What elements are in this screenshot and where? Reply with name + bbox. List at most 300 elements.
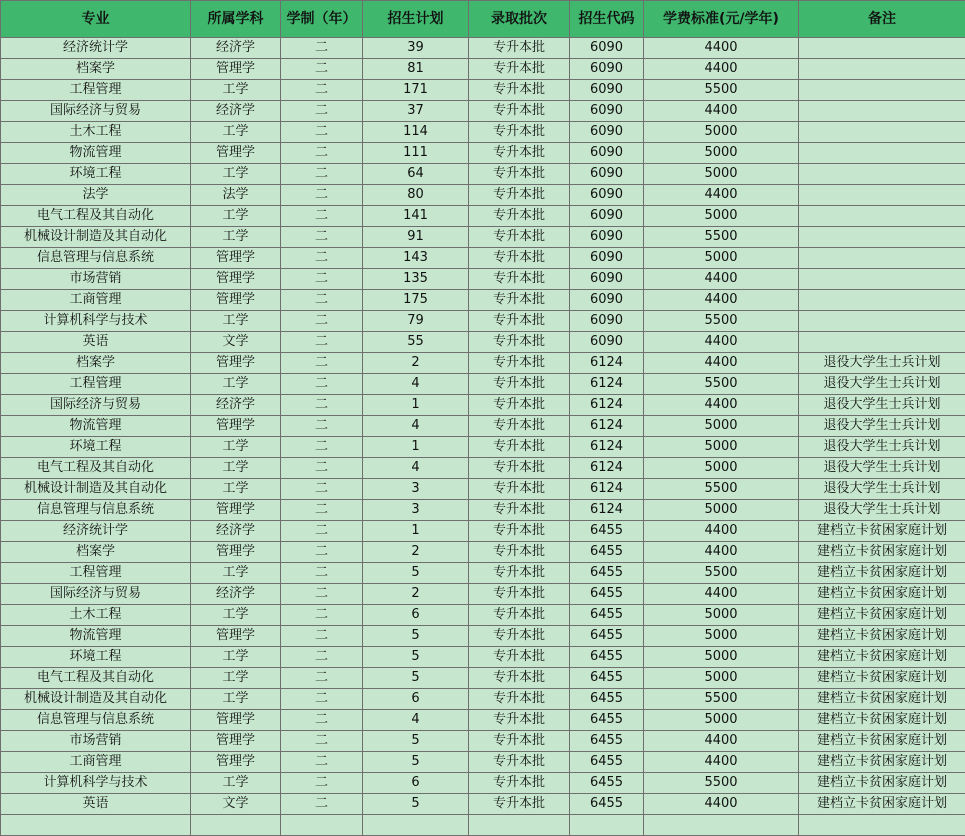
- cell-major: 土木工程: [1, 122, 191, 143]
- cell-remark: [799, 311, 965, 332]
- cell-quota: 5: [363, 668, 469, 689]
- cell-duration: 二: [281, 353, 363, 374]
- cell-major: 机械设计制造及其自动化: [1, 479, 191, 500]
- cell-major: 电气工程及其自动化: [1, 668, 191, 689]
- cell-quota: 6: [363, 605, 469, 626]
- cell-discipline: 工学: [191, 458, 281, 479]
- cell-discipline: 管理学: [191, 416, 281, 437]
- cell-remark: 建档立卡贫困家庭计划: [799, 794, 965, 815]
- cell-batch: 专升本批: [469, 80, 570, 101]
- cell-quota: 80: [363, 185, 469, 206]
- cell-duration: 二: [281, 731, 363, 752]
- cell-duration: 二: [281, 395, 363, 416]
- header-cell-code: 招生代码: [570, 1, 644, 38]
- cell-duration: 二: [281, 143, 363, 164]
- cell-batch: 专升本批: [469, 353, 570, 374]
- cell-remark: 建档立卡贫困家庭计划: [799, 731, 965, 752]
- cell-batch: 专升本批: [469, 269, 570, 290]
- cell-batch: 专升本批: [469, 479, 570, 500]
- cell-tuition: 4400: [644, 542, 799, 563]
- cell-quota: 5: [363, 752, 469, 773]
- cell-major: 土木工程: [1, 605, 191, 626]
- cell-code: 6455: [570, 752, 644, 773]
- cell-discipline: 工学: [191, 437, 281, 458]
- cell-discipline: 管理学: [191, 269, 281, 290]
- cell-duration: 二: [281, 38, 363, 59]
- cell-batch: 专升本批: [469, 437, 570, 458]
- cell-remark: [799, 332, 965, 353]
- cell-duration: 二: [281, 374, 363, 395]
- cell-remark: 建档立卡贫困家庭计划: [799, 542, 965, 563]
- cell-quota: 171: [363, 80, 469, 101]
- cell-tuition: 5500: [644, 563, 799, 584]
- empty-cell: [799, 815, 965, 836]
- cell-tuition: 5000: [644, 437, 799, 458]
- cell-batch: 专升本批: [469, 395, 570, 416]
- cell-tuition: 5000: [644, 500, 799, 521]
- cell-quota: 4: [363, 458, 469, 479]
- cell-tuition: 4400: [644, 584, 799, 605]
- cell-duration: 二: [281, 563, 363, 584]
- cell-discipline: 工学: [191, 563, 281, 584]
- cell-quota: 5: [363, 563, 469, 584]
- cell-code: 6090: [570, 38, 644, 59]
- cell-tuition: 5000: [644, 143, 799, 164]
- empty-cell: [1, 815, 191, 836]
- cell-discipline: 管理学: [191, 500, 281, 521]
- cell-major: 信息管理与信息系统: [1, 710, 191, 731]
- cell-quota: 2: [363, 584, 469, 605]
- cell-remark: 退役大学生士兵计划: [799, 374, 965, 395]
- cell-discipline: 工学: [191, 479, 281, 500]
- table-row: [1, 227, 965, 248]
- table-row: [1, 248, 965, 269]
- cell-remark: 建档立卡贫困家庭计划: [799, 521, 965, 542]
- cell-duration: 二: [281, 689, 363, 710]
- cell-major: 环境工程: [1, 164, 191, 185]
- cell-code: 6124: [570, 458, 644, 479]
- cell-code: 6090: [570, 206, 644, 227]
- cell-code: 6090: [570, 101, 644, 122]
- cell-quota: 2: [363, 353, 469, 374]
- table-row: [1, 668, 965, 689]
- cell-tuition: 5000: [644, 248, 799, 269]
- cell-quota: 4: [363, 710, 469, 731]
- table-row: [1, 647, 965, 668]
- table-row: [1, 605, 965, 626]
- cell-tuition: 4400: [644, 752, 799, 773]
- cell-code: 6090: [570, 164, 644, 185]
- cell-duration: 二: [281, 416, 363, 437]
- cell-major: 计算机科学与技术: [1, 773, 191, 794]
- cell-remark: 建档立卡贫困家庭计划: [799, 626, 965, 647]
- cell-quota: 3: [363, 479, 469, 500]
- cell-quota: 111: [363, 143, 469, 164]
- cell-duration: 二: [281, 542, 363, 563]
- cell-tuition: 4400: [644, 185, 799, 206]
- cell-duration: 二: [281, 206, 363, 227]
- cell-batch: 专升本批: [469, 647, 570, 668]
- cell-major: 国际经济与贸易: [1, 395, 191, 416]
- cell-major: 经济统计学: [1, 521, 191, 542]
- cell-remark: 退役大学生士兵计划: [799, 437, 965, 458]
- cell-duration: 二: [281, 80, 363, 101]
- cell-code: 6455: [570, 563, 644, 584]
- cell-code: 6455: [570, 668, 644, 689]
- cell-tuition: 5000: [644, 416, 799, 437]
- table-row: [1, 374, 965, 395]
- cell-tuition: 5000: [644, 605, 799, 626]
- cell-discipline: 经济学: [191, 101, 281, 122]
- empty-cell: [363, 815, 469, 836]
- cell-remark: [799, 122, 965, 143]
- table-row: [1, 689, 965, 710]
- cell-tuition: 4400: [644, 101, 799, 122]
- cell-quota: 1: [363, 521, 469, 542]
- table-row: [1, 437, 965, 458]
- cell-discipline: 经济学: [191, 38, 281, 59]
- cell-quota: 79: [363, 311, 469, 332]
- cell-remark: 建档立卡贫困家庭计划: [799, 605, 965, 626]
- cell-tuition: 5000: [644, 626, 799, 647]
- cell-quota: 91: [363, 227, 469, 248]
- cell-duration: 二: [281, 185, 363, 206]
- cell-major: 信息管理与信息系统: [1, 500, 191, 521]
- cell-remark: 建档立卡贫困家庭计划: [799, 752, 965, 773]
- table-row: [1, 542, 965, 563]
- cell-discipline: 文学: [191, 794, 281, 815]
- cell-tuition: 5000: [644, 668, 799, 689]
- cell-quota: 37: [363, 101, 469, 122]
- cell-duration: 二: [281, 710, 363, 731]
- cell-discipline: 工学: [191, 311, 281, 332]
- cell-major: 英语: [1, 332, 191, 353]
- cell-discipline: 管理学: [191, 752, 281, 773]
- table-row: [1, 353, 965, 374]
- cell-duration: 二: [281, 773, 363, 794]
- cell-remark: [799, 59, 965, 80]
- cell-code: 6090: [570, 311, 644, 332]
- cell-code: 6090: [570, 185, 644, 206]
- table-row: [1, 563, 965, 584]
- cell-tuition: 4400: [644, 794, 799, 815]
- cell-code: 6090: [570, 227, 644, 248]
- cell-code: 6455: [570, 731, 644, 752]
- cell-quota: 6: [363, 689, 469, 710]
- cell-code: 6455: [570, 647, 644, 668]
- cell-quota: 135: [363, 269, 469, 290]
- cell-tuition: 4400: [644, 269, 799, 290]
- cell-remark: [799, 164, 965, 185]
- header-cell-discipline: 所属学科: [191, 1, 281, 38]
- cell-remark: 建档立卡贫困家庭计划: [799, 584, 965, 605]
- cell-code: 6124: [570, 500, 644, 521]
- cell-code: 6455: [570, 605, 644, 626]
- cell-batch: 专升本批: [469, 38, 570, 59]
- cell-batch: 专升本批: [469, 584, 570, 605]
- cell-remark: [799, 206, 965, 227]
- cell-batch: 专升本批: [469, 227, 570, 248]
- cell-discipline: 管理学: [191, 710, 281, 731]
- cell-discipline: 法学: [191, 185, 281, 206]
- cell-quota: 5: [363, 647, 469, 668]
- cell-quota: 81: [363, 59, 469, 80]
- cell-major: 工商管理: [1, 752, 191, 773]
- cell-major: 物流管理: [1, 143, 191, 164]
- cell-batch: 专升本批: [469, 311, 570, 332]
- header-cell-major: 专业: [1, 1, 191, 38]
- cell-major: 电气工程及其自动化: [1, 458, 191, 479]
- cell-batch: 专升本批: [469, 605, 570, 626]
- table-row: [1, 143, 965, 164]
- empty-row: [1, 815, 965, 836]
- table-row: [1, 626, 965, 647]
- cell-discipline: 管理学: [191, 290, 281, 311]
- cell-remark: 建档立卡贫困家庭计划: [799, 773, 965, 794]
- cell-major: 环境工程: [1, 437, 191, 458]
- cell-duration: 二: [281, 752, 363, 773]
- cell-discipline: 工学: [191, 605, 281, 626]
- cell-duration: 二: [281, 290, 363, 311]
- cell-batch: 专升本批: [469, 332, 570, 353]
- cell-tuition: 4400: [644, 395, 799, 416]
- cell-discipline: 工学: [191, 689, 281, 710]
- cell-quota: 55: [363, 332, 469, 353]
- cell-major: 工程管理: [1, 80, 191, 101]
- cell-batch: 专升本批: [469, 206, 570, 227]
- empty-cell: [281, 815, 363, 836]
- cell-tuition: 5500: [644, 689, 799, 710]
- cell-discipline: 管理学: [191, 59, 281, 80]
- cell-code: 6090: [570, 122, 644, 143]
- cell-code: 6124: [570, 479, 644, 500]
- cell-quota: 3: [363, 500, 469, 521]
- cell-code: 6090: [570, 59, 644, 80]
- cell-tuition: 4400: [644, 521, 799, 542]
- cell-tuition: 4400: [644, 38, 799, 59]
- cell-duration: 二: [281, 458, 363, 479]
- cell-discipline: 工学: [191, 374, 281, 395]
- cell-discipline: 管理学: [191, 353, 281, 374]
- cell-major: 信息管理与信息系统: [1, 248, 191, 269]
- cell-duration: 二: [281, 794, 363, 815]
- cell-code: 6090: [570, 143, 644, 164]
- table-row: [1, 290, 965, 311]
- cell-code: 6090: [570, 80, 644, 101]
- table-row: [1, 500, 965, 521]
- cell-duration: 二: [281, 59, 363, 80]
- table-row: [1, 416, 965, 437]
- table-row: [1, 101, 965, 122]
- cell-remark: 退役大学生士兵计划: [799, 500, 965, 521]
- cell-major: 国际经济与贸易: [1, 101, 191, 122]
- cell-batch: 专升本批: [469, 689, 570, 710]
- cell-tuition: 5500: [644, 374, 799, 395]
- cell-batch: 专升本批: [469, 626, 570, 647]
- cell-batch: 专升本批: [469, 248, 570, 269]
- cell-discipline: 工学: [191, 206, 281, 227]
- cell-duration: 二: [281, 122, 363, 143]
- cell-code: 6455: [570, 521, 644, 542]
- header-row: [1, 1, 965, 38]
- cell-remark: [799, 290, 965, 311]
- cell-discipline: 工学: [191, 668, 281, 689]
- cell-batch: 专升本批: [469, 185, 570, 206]
- cell-discipline: 工学: [191, 164, 281, 185]
- table-row: [1, 521, 965, 542]
- table-row: [1, 332, 965, 353]
- cell-quota: 5: [363, 626, 469, 647]
- cell-duration: 二: [281, 332, 363, 353]
- cell-major: 计算机科学与技术: [1, 311, 191, 332]
- cell-quota: 1: [363, 437, 469, 458]
- table-row: [1, 773, 965, 794]
- cell-remark: [799, 227, 965, 248]
- cell-remark: 退役大学生士兵计划: [799, 479, 965, 500]
- cell-remark: 建档立卡贫困家庭计划: [799, 647, 965, 668]
- cell-remark: 建档立卡贫困家庭计划: [799, 710, 965, 731]
- cell-code: 6455: [570, 710, 644, 731]
- cell-batch: 专升本批: [469, 374, 570, 395]
- cell-batch: 专升本批: [469, 668, 570, 689]
- cell-major: 物流管理: [1, 626, 191, 647]
- cell-discipline: 管理学: [191, 731, 281, 752]
- cell-code: 6455: [570, 689, 644, 710]
- cell-duration: 二: [281, 500, 363, 521]
- cell-code: 6124: [570, 353, 644, 374]
- cell-code: 6124: [570, 416, 644, 437]
- cell-remark: [799, 143, 965, 164]
- cell-duration: 二: [281, 227, 363, 248]
- cell-major: 市场营销: [1, 731, 191, 752]
- cell-major: 英语: [1, 794, 191, 815]
- cell-tuition: 4400: [644, 290, 799, 311]
- cell-duration: 二: [281, 269, 363, 290]
- cell-tuition: 5500: [644, 311, 799, 332]
- cell-duration: 二: [281, 164, 363, 185]
- cell-discipline: 工学: [191, 122, 281, 143]
- cell-discipline: 管理学: [191, 143, 281, 164]
- cell-batch: 专升本批: [469, 731, 570, 752]
- cell-major: 档案学: [1, 542, 191, 563]
- cell-tuition: 5500: [644, 479, 799, 500]
- cell-tuition: 5000: [644, 647, 799, 668]
- cell-code: 6090: [570, 332, 644, 353]
- cell-major: 档案学: [1, 353, 191, 374]
- cell-remark: [799, 38, 965, 59]
- empty-cell: [570, 815, 644, 836]
- empty-cell: [644, 815, 799, 836]
- cell-quota: 64: [363, 164, 469, 185]
- cell-quota: 141: [363, 206, 469, 227]
- cell-batch: 专升本批: [469, 710, 570, 731]
- cell-tuition: 5000: [644, 458, 799, 479]
- cell-batch: 专升本批: [469, 773, 570, 794]
- cell-quota: 4: [363, 374, 469, 395]
- cell-code: 6455: [570, 794, 644, 815]
- cell-quota: 5: [363, 794, 469, 815]
- cell-batch: 专升本批: [469, 542, 570, 563]
- cell-quota: 114: [363, 122, 469, 143]
- cell-batch: 专升本批: [469, 143, 570, 164]
- cell-duration: 二: [281, 248, 363, 269]
- cell-batch: 专升本批: [469, 500, 570, 521]
- table-row: [1, 122, 965, 143]
- cell-batch: 专升本批: [469, 752, 570, 773]
- cell-remark: 建档立卡贫困家庭计划: [799, 563, 965, 584]
- table-row: [1, 731, 965, 752]
- cell-tuition: 5000: [644, 206, 799, 227]
- cell-remark: 建档立卡贫困家庭计划: [799, 689, 965, 710]
- cell-remark: [799, 101, 965, 122]
- cell-code: 6124: [570, 395, 644, 416]
- table-row: [1, 311, 965, 332]
- cell-major: 国际经济与贸易: [1, 584, 191, 605]
- empty-cell: [469, 815, 570, 836]
- cell-remark: [799, 269, 965, 290]
- header-cell-tuition: 学费标准(元/学年): [644, 1, 799, 38]
- cell-duration: 二: [281, 479, 363, 500]
- cell-duration: 二: [281, 521, 363, 542]
- cell-discipline: 管理学: [191, 248, 281, 269]
- cell-code: 6455: [570, 584, 644, 605]
- cell-batch: 专升本批: [469, 563, 570, 584]
- cell-code: 6090: [570, 248, 644, 269]
- table-row: [1, 794, 965, 815]
- cell-batch: 专升本批: [469, 164, 570, 185]
- cell-batch: 专升本批: [469, 794, 570, 815]
- cell-tuition: 5500: [644, 80, 799, 101]
- cell-duration: 二: [281, 605, 363, 626]
- cell-remark: [799, 80, 965, 101]
- cell-duration: 二: [281, 668, 363, 689]
- cell-duration: 二: [281, 647, 363, 668]
- header-cell-duration: 学制（年）: [281, 1, 363, 38]
- table-row: [1, 59, 965, 80]
- cell-discipline: 文学: [191, 332, 281, 353]
- cell-remark: 退役大学生士兵计划: [799, 395, 965, 416]
- table-row: [1, 185, 965, 206]
- cell-duration: 二: [281, 311, 363, 332]
- cell-major: 机械设计制造及其自动化: [1, 689, 191, 710]
- cell-batch: 专升本批: [469, 521, 570, 542]
- cell-discipline: 经济学: [191, 521, 281, 542]
- cell-major: 法学: [1, 185, 191, 206]
- table-row: [1, 584, 965, 605]
- cell-major: 市场营销: [1, 269, 191, 290]
- cell-quota: 4: [363, 416, 469, 437]
- cell-quota: 2: [363, 542, 469, 563]
- cell-batch: 专升本批: [469, 458, 570, 479]
- cell-tuition: 4400: [644, 59, 799, 80]
- table-body: [1, 38, 965, 836]
- cell-quota: 5: [363, 731, 469, 752]
- cell-duration: 二: [281, 626, 363, 647]
- cell-discipline: 工学: [191, 773, 281, 794]
- cell-tuition: 4400: [644, 731, 799, 752]
- table-row: [1, 458, 965, 479]
- cell-major: 机械设计制造及其自动化: [1, 227, 191, 248]
- cell-major: 工商管理: [1, 290, 191, 311]
- cell-batch: 专升本批: [469, 416, 570, 437]
- cell-remark: [799, 185, 965, 206]
- cell-major: 电气工程及其自动化: [1, 206, 191, 227]
- cell-major: 档案学: [1, 59, 191, 80]
- cell-discipline: 工学: [191, 227, 281, 248]
- cell-duration: 二: [281, 101, 363, 122]
- header-cell-remark: 备注: [799, 1, 965, 38]
- table-row: [1, 206, 965, 227]
